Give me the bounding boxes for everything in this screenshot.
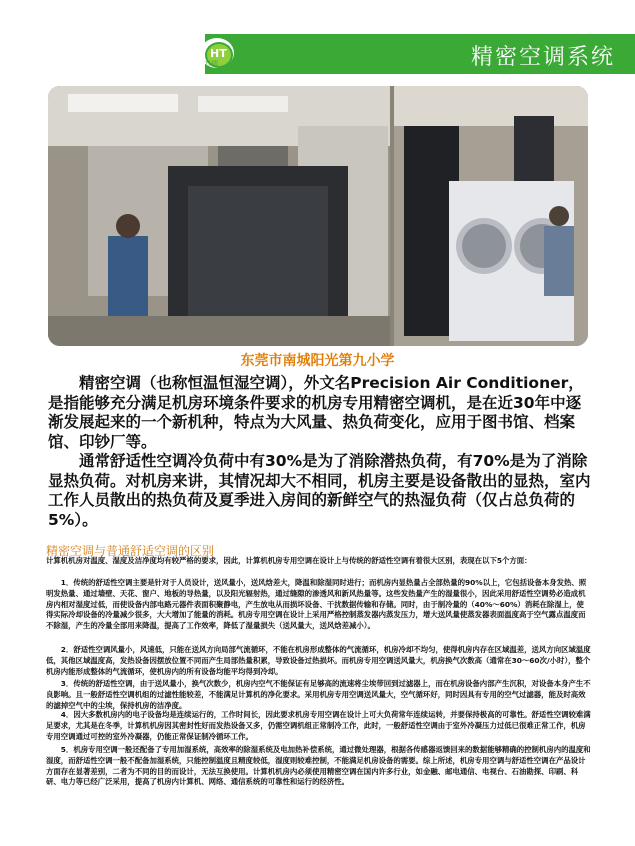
section-intro: 计算机机房对温度、湿度及洁净度均有较严格的要求，因此，计算机机房专用空调在设计上与传统的舒适性空调有着很大区别，表现在以下5个方面：	[46, 556, 532, 565]
installation-photo	[48, 86, 588, 346]
photo-caption: 东莞市南城阳光第九小学	[240, 353, 395, 369]
difference-item-2: 2．舒适性空调风量小，风速低，只能在送风方向局部气流循环，不能在机房形成整体的气流循环，机房冷却不均匀，使得机房内存在区域温差，送风方向区域温度低，其他区域温度高，发热设备因摆放位置不同而产生局部热量积累，导致设备过热损坏。而机房专用空调送风量大，机房换气次数高（通常在30～60次/小时），整个机房内能形成整体的气流循环，使机房内的所有设备均能平均得到冷却。	[46, 645, 591, 676]
header-bar	[205, 34, 635, 74]
difference-item-5: 5．机房专用空调一般还配备了专用加湿系统，高效率的除湿系统及电加热补偿系统，通过微处理器，根据各传感器返馈回来的数据能够精确的控制机房内的温度和湿度，而舒适性空调一般不配备加湿系统，只能控制温度且精度较低，湿度则较难控制，不能满足机房设备的需要。综上所述，机房专用空调与舒适性空调在产品设计方面存在显著差别，二者为不同的目的而设计，无法互换使用。计算机机房内必须使用精密空调在国内许多行业，如金融、邮电通信、电视台、石油勘探、印刷、科研、电力等已经广泛采用，提高了机房内计算机、网络、通信系统的可靠性和运行的经济性。	[46, 745, 591, 787]
page-title: 精密空调系统	[470, 45, 615, 70]
logo-text: 万瑞	[204, 60, 218, 68]
difference-item-1: 1．传统的舒适性空调主要是针对于人员设计，送风量小，送风焓差大，降温和除湿同时进行；而机房内显热量占全部热量的90%以上，它包括设备本身发热、照明发热量、通过墙壁、天花、窗户、地板的导热量，以及阳光辐射热，通过缝隙的渗透风和新风热量等。这些发热量产生的湿量很小，因此采用舒适性空调势必造成机房内相对湿度过低，而使设备内部电路元器件表面积聚静电，产生放电从而损坏设备、干扰数据传输和存储。同时，由于制冷量的（40%～60%）消耗在除湿上，使得实际冷却设备的冷量减少很多，大大增加了能量的消耗。机房专用空调在设计上采用严格控制蒸发器内蒸发压力，增大送风量使蒸发器表面温度高于空气露点温度而不除湿，产生的冷量全部用来降温，提高了工作效率，降低了湿量损失（送风量大，送风焓差减小）。	[46, 578, 587, 631]
difference-item-3: 3．传统的舒适性空调，由于送风量小，换气次数少，机房内空气不能保证有足够高的流速将尘埃带回到过滤器上，而在机房设备内部产生沉积，对设备本身产生不良影响。且一般舒适性空调机组的过滤性能较差，不能满足计算机的净化要求。采用机房专用空调送风量大，空气循环好，同时因具有专用的空气过滤器，能及时高效的滤掉空气中的尘埃，保持机房的洁净度。	[46, 679, 591, 710]
difference-item-4: 4．因大多数机房内的电子设备均是连续运行的，工作时间长，因此要求机房专用空调在设计上可大负荷常年连续运转，并要保持极高的可靠性。舒适性空调较难满足要求，尤其是在冬季，计算机机房因其密封性好而发热设备又多，仍需空调机组正常制冷工作，此时，一般舒适性空调由于室外冷凝压力过低已很难正常工作，机房专用空调通过可控的室外冷凝器，仍能正常保证制冷循环工作。	[46, 710, 591, 741]
installation-photo-left	[48, 86, 390, 346]
company-logo	[200, 38, 234, 68]
intro-paragraph-1: 精密空调（也称恒温恒湿空调），外文名Precision Air Conditioner，是指能够充分满足机房环境条件要求的机房专用精密空调机，是在近30年中逐渐发展起来的一个新机种，特点为大风量、热负荷变化，应用于图书馆、档案馆、印钞厂等。	[48, 374, 584, 451]
section-heading: 精密空调与普通舒适空调的区别	[46, 544, 215, 558]
installation-photo-right	[394, 86, 588, 346]
logo-mark: HT	[210, 47, 227, 60]
intro-paragraph-2: 通常舒适性空调冷负荷中有30%是为了消除潜热负荷，有70%是为了消除显热负荷。对机房来讲，其情况却大不相同，机房主要是设备散出的显热，室内工作人员散出的热负荷及夏季进入房间的新鲜空气的热湿负荷（仅占总负荷的5%）。	[48, 452, 591, 529]
